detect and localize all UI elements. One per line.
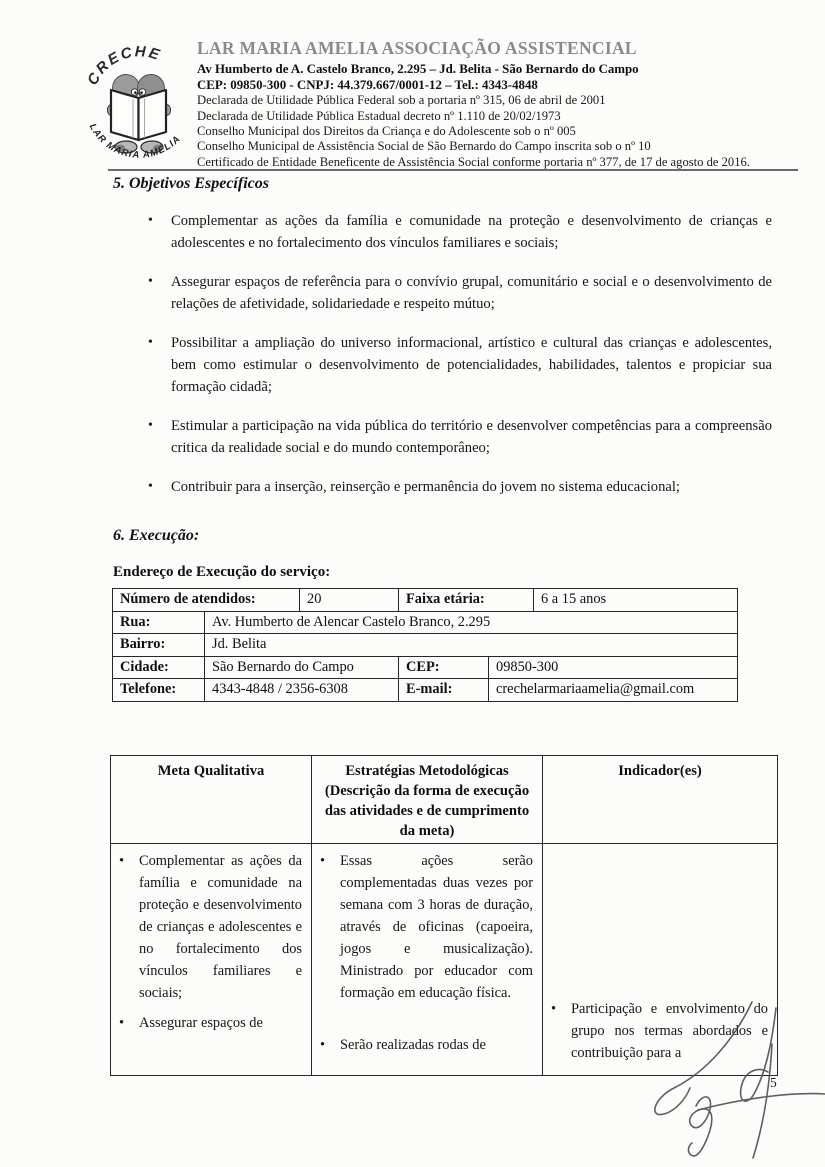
bullet-icon: • bbox=[119, 1015, 125, 1031]
bullet-icon: • bbox=[551, 1001, 557, 1017]
list-item bbox=[145, 476, 772, 498]
org-address-line: Av Humberto de A. Castelo Branco, 2.295 – Jd. Belita - São Bernardo do Campo bbox=[197, 62, 639, 76]
list-item bbox=[320, 850, 533, 1004]
section-5-title: 5. Objetivos Específicos bbox=[113, 175, 269, 192]
header-divider-line bbox=[108, 169, 798, 171]
bullet-icon: • bbox=[148, 479, 153, 494]
meta-qualitativa-table bbox=[110, 755, 778, 1076]
cidade-label: Cidade: bbox=[113, 656, 205, 679]
rua-label: Rua: bbox=[113, 611, 205, 634]
table-row bbox=[113, 679, 738, 702]
org-name: LAR MARIA AMELIA ASSOCIAÇÃO ASSISTENCIAL bbox=[197, 38, 637, 58]
table-row bbox=[113, 656, 738, 679]
table-header-row bbox=[111, 756, 778, 844]
reading-child-figure-icon bbox=[107, 75, 170, 154]
objetivos-list bbox=[145, 210, 772, 515]
org-declaration-line: Declarada de Utilidade Pública Estadual decreto nº 1.110 de 20/02/1973 bbox=[197, 108, 561, 123]
indicadores-cell bbox=[543, 844, 778, 1076]
faixa-etaria-value: 6 a 15 anos bbox=[534, 589, 738, 612]
numero-atendidos-label: Número de atendidos: bbox=[113, 589, 300, 612]
bullet-icon: • bbox=[320, 1037, 326, 1053]
bullet-icon: • bbox=[148, 274, 153, 289]
estrategia-bullet-text: Serão realizadas rodas de bbox=[340, 1037, 486, 1053]
org-declaration-line: Certificado de Entidade Beneficente de Assistência Social conforme portaria nº 377, de 17 de agosto de 2016. bbox=[197, 154, 750, 169]
objetivo-text: Assegurar espaços de referência para o convívio grupal, comunitário e social e o desenvolvimento de relações de afetividade, solidariedade e respeito mútuo; bbox=[171, 274, 772, 312]
address-table bbox=[112, 588, 738, 702]
list-item bbox=[119, 850, 302, 1004]
bullet-icon: • bbox=[320, 853, 326, 869]
list-item bbox=[145, 415, 772, 459]
logo-lar-maria-amelia-text: LAR MARIA AMÉLIA bbox=[86, 121, 184, 161]
estrategia-bullet-text: Essas ações serão complementadas duas vezes por semana com 3 horas de duração, através de oficinas (capoeira, jogos e musicalização). Ministrado por educador com formação em educação física. bbox=[340, 853, 533, 1001]
bullet-icon: • bbox=[119, 853, 125, 869]
letterhead bbox=[197, 38, 809, 170]
telefone-value: 4343-4848 / 2356-6308 bbox=[205, 679, 399, 702]
rua-value: Av. Humberto de Alencar Castelo Branco, 2.295 bbox=[205, 611, 738, 634]
indicador-bullet-text: Participação e envolvimento do grupo nos termas abordados e contribuição para a bbox=[571, 1001, 768, 1061]
estrategias-cell bbox=[312, 844, 543, 1076]
open-book-right-page bbox=[139, 90, 167, 140]
list-item bbox=[320, 1034, 533, 1056]
org-logo bbox=[78, 46, 202, 168]
bairro-label: Bairro: bbox=[113, 634, 205, 657]
numero-atendidos-value: 20 bbox=[300, 589, 399, 612]
table-row bbox=[113, 634, 738, 657]
table-row bbox=[113, 611, 738, 634]
objetivo-text: Contribuir para a inserção, reinserção e permanência do jovem no sistema educacional; bbox=[171, 479, 680, 495]
objetivo-text: Possibilitar a ampliação do universo informacional, artístico e cultural das crianças e adolescentes, bem como estimular o desenvolvimento de potencialidades, habilidades, talentos e propiciar sua formação cidadã; bbox=[171, 335, 772, 395]
email-label: E-mail: bbox=[399, 679, 489, 702]
faixa-etaria-label: Faixa etária: bbox=[399, 589, 534, 612]
meta-bullet-text: Assegurar espaços de bbox=[139, 1015, 263, 1031]
list-item bbox=[145, 210, 772, 254]
list-item bbox=[119, 1012, 302, 1034]
meta-qualitativa-cell bbox=[111, 844, 312, 1076]
estrategias-header bbox=[312, 756, 543, 844]
objetivo-text: Estimular a participação na vida pública do território e desenvolver competências para a compreensão critica da realidade social e do mundo contemporâneo; bbox=[171, 418, 772, 456]
cidade-value: São Bernardo do Campo bbox=[205, 656, 399, 679]
org-declaration-line: Declarada de Utilidade Pública Federal sob a portaria nº 315, 06 de abril de 2001 bbox=[197, 93, 606, 108]
list-item bbox=[145, 271, 772, 315]
meta-qualitativa-header: Meta Qualitativa bbox=[111, 756, 312, 844]
bullet-icon: • bbox=[148, 418, 153, 433]
section-6-title: 6. Execução: bbox=[113, 527, 200, 544]
org-declaration-line: Conselho Municipal dos Direitos da Criança e do Adolescente sob o nº 005 bbox=[197, 124, 576, 138]
email-value: crechelarmariaamelia@gmail.com bbox=[489, 679, 738, 702]
estrategias-header-title: Estratégias Metodológicas bbox=[345, 763, 509, 779]
bullet-icon: • bbox=[148, 213, 153, 228]
list-item bbox=[145, 332, 772, 398]
logo-creche-text: CRECHE bbox=[84, 46, 164, 89]
address-table-heading: Endereço de Execução do serviço: bbox=[113, 564, 331, 580]
cep-label: CEP: bbox=[399, 656, 489, 679]
list-item bbox=[551, 998, 768, 1064]
open-book-left-page bbox=[111, 90, 139, 140]
estrategias-header-subtitle: (Descrição da forma de execução das atividades e de cumprimento da meta) bbox=[324, 783, 530, 839]
org-cep-cnpj-tel-line: CEP: 09850-300 - CNPJ: 44.379.667/0001-12 – Tel.: 4343-4848 bbox=[197, 77, 538, 92]
objetivo-text: Complementar as ações da família e comunidade na proteção e desenvolvimento de crianças e adolescentes e no fortalecimento dos vínculos familiares e sociais; bbox=[171, 213, 772, 251]
table-row bbox=[113, 589, 738, 612]
meta-bullet-text: Complementar as ações da família e comunidade na proteção e desenvolvimento de crianças e adolescentes e no fortalecimento dos vínculos familiares e sociais; bbox=[139, 853, 302, 1001]
org-declaration-line: Conselho Municipal de Assistência Social de São Bernardo do Campo inscrita sob o nº 10 bbox=[197, 139, 651, 154]
bullet-icon: • bbox=[148, 335, 153, 350]
indicadores-header: Indicador(es) bbox=[543, 756, 778, 844]
telefone-label: Telefone: bbox=[113, 679, 205, 702]
page-number: 5 bbox=[770, 1075, 777, 1090]
cep-value: 09850-300 bbox=[489, 656, 738, 679]
bairro-value: Jd. Belita bbox=[205, 634, 738, 657]
table-body-row bbox=[111, 844, 778, 1076]
